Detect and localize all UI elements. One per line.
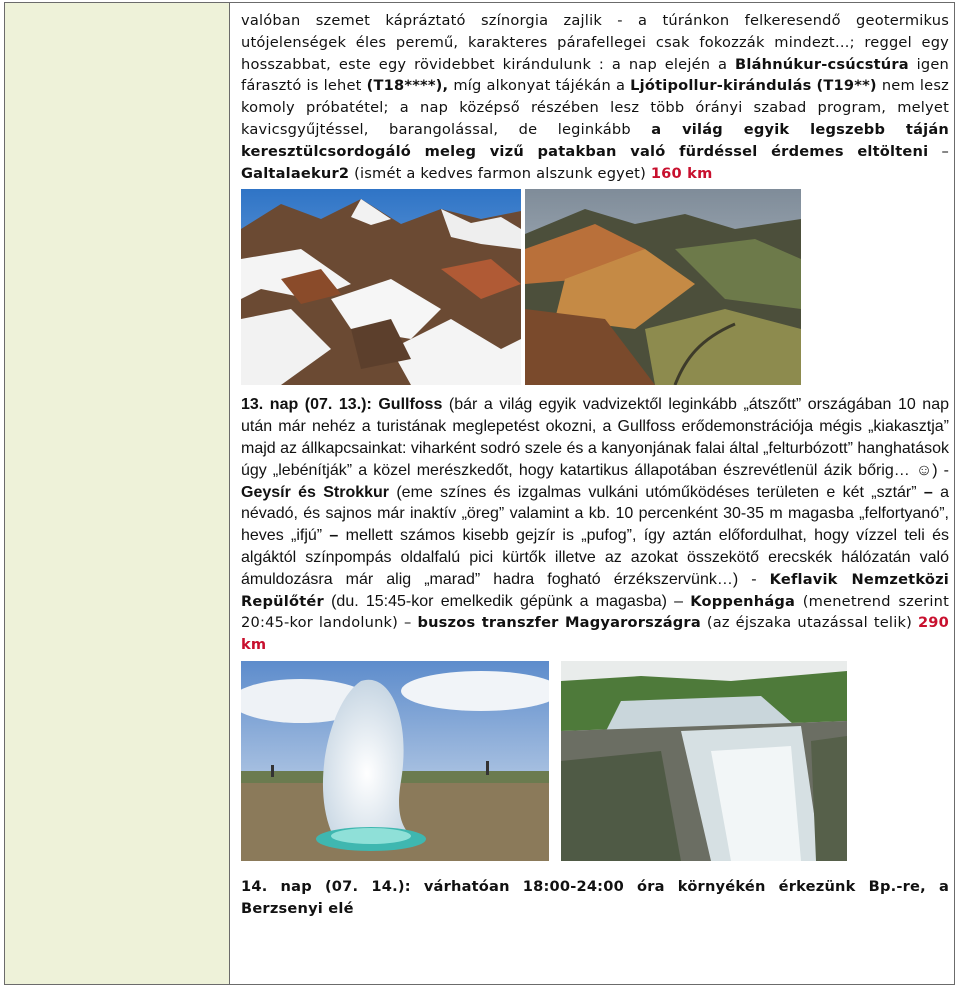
text-run: a névadó, és sajnos már inaktív „öreg” valamint a kb. 10 percenként 30-35 m magasba „felfortyanó”, heves „ifjú”: [241, 483, 950, 545]
photo-row-1: [241, 189, 949, 394]
day13-heading: 13. nap (07. 13.):: [241, 396, 372, 414]
distance-160: 160 km: [650, 164, 713, 182]
text-run: (eme színes és izgalmas vulkáni utóműködéses területen e két „sztár”: [389, 483, 924, 501]
blahnukur-label: Bláhnúkur-csúcstúra: [735, 55, 909, 73]
text-run: igen fárasztó is lehet: [241, 55, 950, 95]
text-run: –: [928, 142, 949, 160]
text-run: (az éjszaka utazással telik): [700, 614, 918, 632]
main-content: [241, 10, 949, 920]
difficulty-t18: (T18****),: [366, 77, 449, 95]
difficulty-t19: (T19**): [816, 77, 877, 95]
ljotipollur-label: Ljótipollur-kirándulás: [630, 77, 812, 95]
rhyolite-mountains-photo: [525, 189, 801, 385]
text-run: nem lesz komoly próbatétel; a nap középső részében lesz több órányi szabad program, melyet kavicsgyűjtéssel, barangolással, de leginkább: [241, 77, 949, 138]
koppenhaga-label: Koppenhága: [690, 592, 796, 610]
transfer-label: buszos transzfer Magyarországra: [417, 614, 701, 632]
text-run: (ismét a kedves farmon alszunk egyet): [349, 164, 651, 182]
dash: –: [329, 527, 339, 545]
text-run: mellett számos kisebb gejzír is „pufog”, így aztán előfordulhat, hogy vízzel teli és algáktól színpompás oldalfalú pici kürtők illetve az azokat összekötő erecskék hálózatán való ámuldozásra már alig „marad” hadra fogható érzékszervünk…) -: [241, 527, 949, 588]
text-run: (bár a világ egyik vadvizektől leginkább „átszőtt” országában 10 nap után már nehéz a turistának meglepetést okozni, a Gullfoss erődemonstrációja mégis „kiakasztja” majd az állkapcsainkat: viharként sodró szele és a kanyonjának falai által „felturbózott” hanghatások úgy „lebénítják” a közel merészkedőt, hogy katartikus állapotában észrevétlenül ázik bőrig… ☺) -: [241, 396, 949, 479]
gullfoss-waterfall-photo: [561, 661, 847, 861]
geysir-label: Geysír és Strokkur: [241, 483, 390, 501]
day14-text: 14. nap (07. 14.): várhatóan 18:00-24:00 óra környékén érkezünk Bp.-re, a Berzsenyi elé: [241, 877, 949, 917]
dash: –: [923, 483, 933, 501]
landmannalaugar-snow-photo: [241, 189, 521, 385]
day13-paragraph: [241, 394, 949, 656]
gullfoss-label: Gullfoss: [378, 396, 443, 414]
day12-paragraph: [241, 10, 949, 184]
galtalaekur-label: Galtalaekur2: [241, 164, 350, 182]
text-run: valóban szemet kápráztató színorgia zajlik - a túránkon felkeresendő geotermikus utójelenségek éles peremű, karakteres párafellegei csak fokozzák mindezt…; reggel egy hosszabbat, este egy rövidebbet kirándulunk : a nap elején a: [241, 12, 949, 73]
photo-row-2: [241, 661, 949, 871]
strokkur-geyser-photo: [241, 661, 549, 861]
text-run: míg alkonyat tájékán a: [448, 77, 631, 95]
distance-290: 290 km: [241, 614, 950, 654]
text-run: (du. 15:45-kor emelkedik gépünk a magasba) –: [323, 592, 691, 610]
keflavik-label: Keflavik Nemzetközi Repülőtér: [241, 570, 949, 610]
day14-paragraph: [241, 876, 949, 920]
bathing-highlight: a világ egyik legszebb táján keresztülcsordogáló meleg vizű patakban való fürdéssel érdemes eltölteni: [241, 120, 949, 160]
text-run: (menetrend szerint 20:45-kor landolunk) –: [241, 592, 950, 632]
